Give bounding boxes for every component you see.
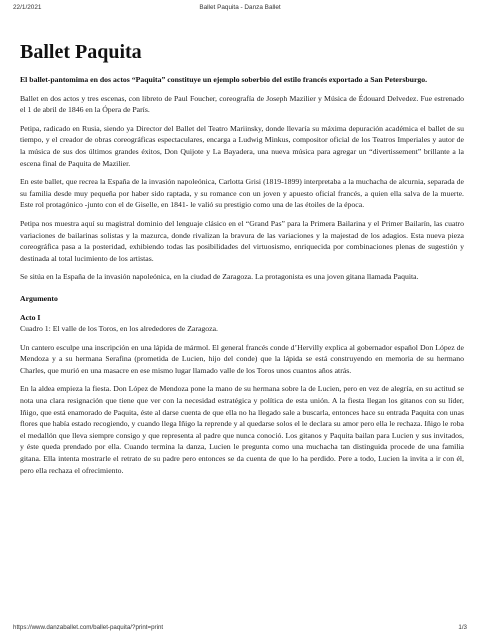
print-header <box>0 4 480 16</box>
article-content <box>20 40 464 483</box>
article-paragraph: Se sitúa en la España de la invasión napoleónica, en la ciudad de Zaragoza. La protagonista es una joven gitana llamada Paquita. <box>20 272 419 282</box>
act-paragraph: Un cantero esculpe una inscripción en una lápida de mármol. El general francés conde d’Hervilly explica al gobernador español Don López de Mendoza y a su hermana Serafina (prometida de Lucien, hijo del conde) que la lápida se está construyendo en memoria de su hermano Charles, que murió en una masacre en ese mismo lugar llamado valle de los Toros unos cuantos años atrás. <box>20 342 464 375</box>
page-number: 1/3 <box>458 624 467 631</box>
print-page-title: Ballet Paquita - Danza Ballet <box>199 4 281 11</box>
print-footer <box>0 624 480 634</box>
article-paragraph: Petipa, radicado en Rusia, siendo ya Director del Ballet del Teatro Mariinsky, donde llevaría su máxima depuración académica el ballet de su tiempo, y el creador de obras coreográficas espectaculares, encarga a Ludwig Minkus, compositor oficial de los Teatros Imperiales y autor de la música de sus dos últimos grandes éxitos, Don Quijote y La Bayadera, una nueva música para agregar un “divertissement” brillante a la escena final de Paquita de Mazilier. <box>20 123 464 168</box>
article-paragraph: Ballet en dos actos y tres escenas, con libreto de Paul Foucher, coreografía de Joseph Mazilier y Música de Édouard Delvedez. Fue estrenado el 1 de abril de 1846 en la Ópera de París. <box>20 93 464 115</box>
argument-heading: Argumento <box>20 293 58 303</box>
act-heading: Acto I <box>20 312 41 322</box>
act-paragraph: En la aldea empieza la fiesta. Don López de Mendoza pone la mano de su hermana sobre la de Lucien, pero en vez de alegría, en su actitud se nota una clara resignación que tiene que ver con la necesidad estratégica y política de esta unión. A la fiesta llegan los gitanos con su líder, Iñigo, que está enamorado de Paquita, éste al darse cuenta de que ella no ha llegado sale a buscarla, entonces hace su entrada Paquita con unas flores que había estado recogiendo, y cuando llega Iñigo la reprende y al quedarse solos el le declara su amor pero ella le rechaza. Iñigo le roba el medallón que lleva siempre consigo y que representa al padre que nunca conoció. Los gitanos y Paquita bailan para Lucien y sus invitados, y éste queda prendado por ella. Cuando termina la danza, Lucien le pregunta como una muchacha tan distinguida procede de una familia gitana. Ella intenta mostrarle el retrato de su padre pero entonces se da cuenta de que lo ha perdido. Pere a todo, Lucien la invita a ir con él, pero ella rechaza el ofrecimiento. <box>20 384 464 475</box>
scene-line: Cuadro 1: El valle de los Toros, en los alrededores de Zaragoza. <box>20 324 218 334</box>
article-title: Ballet Paquita <box>20 41 142 63</box>
article-lead: El ballet-pantomima en dos actos “Paquita” constituye un ejemplo soberbio del estilo francés exportado a San Petersburgo. <box>20 75 428 84</box>
article-paragraph: En este ballet, que recrea la España de la invasión napoleónica, Carlotta Grisi (1819-1899) interpretaba a la muchacha de alcurnia, separada de su familia desde muy pequeña por haber sido raptada, y su romance con un joven y apuesto oficial francés, a quien ella salva de la muerte. Este rol protagónico -junto con el de Giselle, en 1841- le valió su prestigio como una de las étoiles de la época. <box>20 177 464 210</box>
print-date: 22/1/2021 <box>13 4 42 11</box>
print-url: https://www.danzaballet.com/ballet-paquita/?print=print <box>13 624 164 631</box>
article-paragraph: Petipa nos muestra aquí su magistral dominio del lenguaje clásico en el “Grand Pas” para la Primera Bailarina y el Primer Bailarín, las cuatro variaciones de bailarinas solistas y la mazurca, donde rivalizan la bravura de las variaciones y la majestad de los adagios. Esta nueva pieza coreográfica pasa a la posteridad, exhibiendo todas las posibilidades del virtuosismo, enriquecida por combinaciones plenas de sugestión y destinada al total lucimiento de los artistas. <box>20 218 464 263</box>
